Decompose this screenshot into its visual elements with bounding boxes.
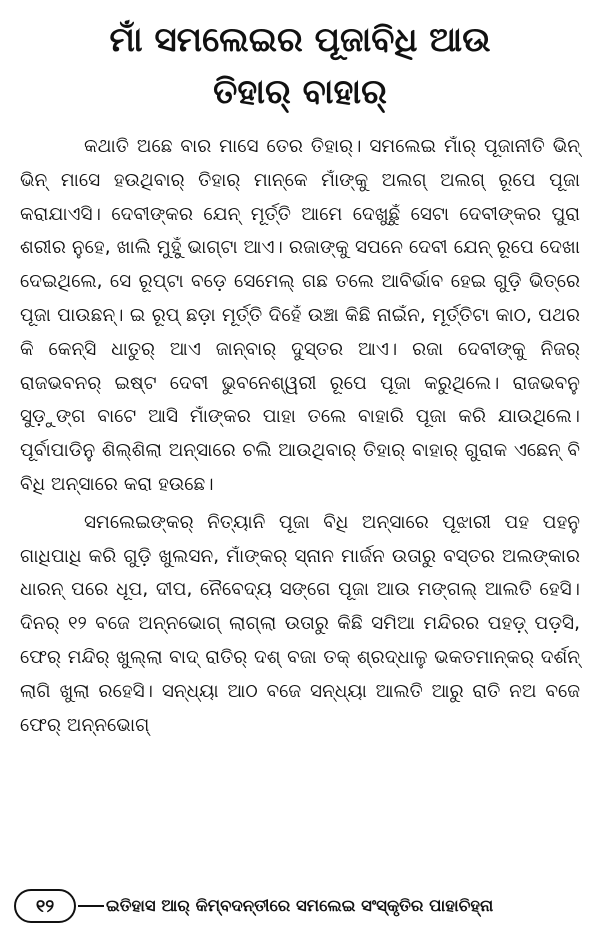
body-text (20, 130, 580, 742)
running-footer-title: ଇତିହାସ ଆର୍ କିମ୍ବଦନ୍ତୀରେ ସମଲେଇ ସଂସ୍କୃତିର ପାହାଚିହ୍ନା (106, 896, 494, 915)
page-title (20, 14, 580, 118)
footer-divider (78, 905, 104, 907)
title-line-2: ତିହାର୍ ବାହାର୍ (213, 72, 387, 112)
page-footer (14, 886, 586, 926)
title-line-1: ମାଁ ସମଲେଇର ପୂଜାବିଧି ଆଉ (109, 20, 491, 60)
paragraph: ସମଲେଇଙ୍କର୍ ନିତ୍ୟାନି ପୂଜା ବିଧି ଅନ୍‌ସାରେ ପୂଝାରୀ ପହ ପହନୁ ଗାଧିପାଧି କରି ଗୁଡ଼ି ଖୁଲସନ, ମାଁଙ୍କର୍ ସ୍ନାନ ମାର୍ଜନ ଉତାରୁ ବସ୍ତର ଅଲଙ୍କାର ଧାରନ୍ ପରେ ଧୂପ, ଦୀପ, ନୈବେଦ୍ୟ ସଙ୍ଗେ ପୂଜା ଆଉ ମଙ୍ଗଲ୍ ଆଲତି ହେସି। ଦିନର୍ ୧୨ ବଜେ ଅନ୍ନଭୋଗ୍ ଲାଗ୍‌ଲା ଉତାରୁ କିଛି ସମିଆ ମନ୍ଦିରର ପହଡ଼୍ ପଡ଼ସି, ଫେର୍ ମନ୍ଦିର୍ ଖୁଲ୍‌ଲା ବାଦ୍ ରାତିର୍ ଦଶ୍ ବଜା ତକ୍ ଶ୍ରଦ୍ଧାଳୁ ଭକତମାନ୍‌କର୍ ଦର୍ଶନ୍ ଲାଗି ଖୁଲା ରହେସି। ସନ୍ଧ୍ୟା ଆଠ ବଜେ ସନ୍ଧ୍ୟା ଆଲତି ଆରୁ ରାତି ନଅ ବଜେ ଫେର୍ ଅନ୍ନଭୋଗ୍ (20, 511, 580, 736)
page-number: ୧୨ (14, 889, 76, 923)
paragraph: କଥାତି ଅଛେ ବାର ମାସେ ତେର ତିହାର୍। ସମଲେଇ ମାଁର୍ ପୂଜାନୀତି ଭିନ୍ ଭିନ୍ ମାସେ ହଉଥିବାର୍ ତିହାର୍ ମାନ୍‌କେ ମାଁଙ୍କୁ ଅଲଗ୍ ଅଲଗ୍ ରୂପେ ପୂଜା କରାଯାଏସି। ଦେବୀଙ୍କର ଯେନ୍ ମୂର୍ତ୍ତି ଆମେ ଦେଖୁଛୁଁ ସେଟା ଦେବୀଙ୍କର ପୁରା ଶରୀର ନୁହେ, ଖାଲି ମୁହୁଁ ଭାଗ୍‌ଟା ଆଏ। ରଜାଙ୍କୁ ସପନେ ଦେବୀ ଯେନ୍ ରୂପେ ଦେଖା ଦେଇଥିଲେ, ସେ ରୂପ୍‌ଟା ବଡ଼େ ସେମେଲ୍ ଗଛ ତଲେ ଆବିର୍ଭାବ ହେଇ ଗୁଡ଼ି ଭିତ୍ରେ ପୂଜା ପାଉଛନ୍। ଇ ରୂପ୍ ଛଡ଼ା ମୂର୍ତ୍ତି ଦିହେଁ ଉଞ୍ଚା କିଛି ନାଇଁନ, ମୂର୍ତ୍ତିଟା କାଠ, ପଥର କି କେନ୍‌ସି ଧାତୁର୍ ଆଏ ଜାନ୍‌ବାର୍ ଦୁସ୍ତର ଆଏ। ରଜା ଦେବୀଙ୍କୁ ନିଜର୍ ରାଜଭବନର୍ ଇଷ୍ଟ ଦେବୀ ଭୁବନେଶ୍ୱରୀ ରୂପେ ପୂଜା କରୁଥିଲେ। ରାଜଭବନୁ ସୁଡ଼ୁଙ୍ଗ ବାଟେ ଆସି ମାଁଙ୍କର ପାହା ତଲେ ବାହାରି ପୂଜା କରି ଯାଉଥିଲେ। ପୂର୍ବାପାଡିନୁ ଶିଲ୍‌ଶିଲା ଅନ୍‌ସାରେ ଚଲି ଆଉଥିବାର୍ ତିହାର୍ ବାହାର୍ ଗୁରାକ ଏଛେନ୍ ବି ବିଧି ଅନ୍‌ସାରେ କରା ହଉଛେ। (20, 136, 580, 495)
